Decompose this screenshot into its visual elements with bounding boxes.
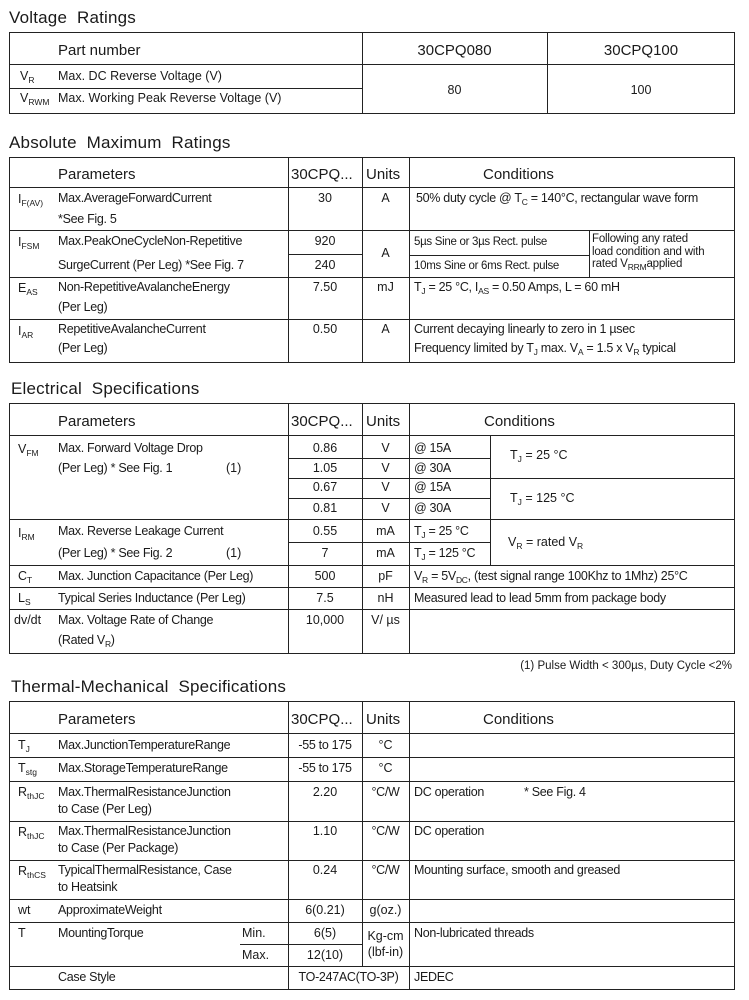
value-irm: 7 (321, 546, 329, 560)
symbol-wt: wt (18, 903, 31, 917)
param-forward-voltage-drop: Max. Forward Voltage Drop (58, 441, 203, 455)
header-parameters: Parameters (58, 711, 136, 728)
param-avalanche-energy: Non-RepetitiveAvalancheEnergy (58, 280, 230, 294)
row-divider (9, 187, 735, 188)
value-vfm: 0.81 (312, 501, 338, 515)
row-divider (9, 781, 735, 782)
value-tj: -55 to 175 (298, 738, 352, 752)
param-reverse-leakage: Max. Reverse Leakage Current (58, 524, 224, 538)
value-vfm: 0.86 (312, 441, 338, 455)
value-ifav: 30 (318, 191, 332, 205)
value-ifsm-920: 920 (314, 234, 336, 248)
param-case-heatsink: TypicalThermalResistance, Case (58, 863, 232, 877)
header-value: 30CPQ... (291, 166, 353, 183)
symbol-dvdt: dv/dt (14, 613, 42, 627)
header-units: Units (366, 166, 401, 183)
row-divider (9, 860, 735, 861)
cond-irm: $T_J = 125$ °C (414, 546, 476, 562)
row-divider (288, 458, 490, 459)
cond-vfm: @ 30A (414, 501, 451, 515)
thermal-title: Thermal-Mechanical Specifications (11, 677, 287, 696)
cond-dc-operation: DC operation (414, 785, 485, 799)
value-vfm: 1.05 (312, 461, 338, 475)
row-divider (9, 435, 735, 436)
units-ct: pF (378, 569, 393, 583)
absolute-max-title: Absolute Maximum Ratings (9, 133, 231, 152)
row-divider (9, 609, 735, 610)
param-case-per-package: to Case (Per Package) (58, 841, 179, 855)
param-voltage-rate: Max. Voltage Rate of Change (58, 613, 214, 627)
row-divider (240, 944, 362, 945)
row-divider (9, 922, 735, 923)
param-junction-temp: Max.JunctionTemperatureRange (58, 738, 231, 752)
value-100: 100 (630, 83, 652, 97)
header-conditions: Conditions (483, 166, 554, 183)
note-ifsm-2: load condition and with (592, 246, 705, 258)
param-per-leg: (Per Leg) (58, 300, 108, 314)
param-rated-vr: (Rated $V_R$) (58, 633, 115, 649)
footnote-pulse-width: (1) Pulse Width < 300µs, Duty Cycle <2% (520, 660, 732, 672)
symbol-rthcs: $R_{thCS}$ (18, 864, 46, 880)
units-eas: mJ (377, 280, 394, 294)
units-rthcs: °C/W (371, 863, 400, 877)
col-divider (409, 701, 410, 990)
row-divider (9, 319, 735, 320)
symbol-ls: $L_S$ (18, 591, 31, 607)
param-per-leg: (Per Leg) (58, 341, 108, 355)
cond-ct: $V_R = 5V_{DC}$, (test signal range 100Khz to 1Mhz) 25°C (414, 569, 688, 585)
param-avg-forward-current: Max.AverageForwardCurrent (58, 191, 212, 205)
param-mounting-torque: MountingTorque (58, 926, 144, 940)
param-see-fig: *See Fig. 5 (58, 212, 117, 226)
symbol-rthjc: $R_{thJC}$ (18, 825, 45, 841)
header-units: Units (366, 711, 401, 728)
note-ifsm-1: Following any rated (592, 233, 688, 245)
cond-iar-1: Current decaying linearly to zero in 1 µsec (414, 322, 635, 336)
cond-mounting-surface: Mounting surface, smooth and greased (414, 863, 620, 877)
param-series-inductance: Typical Series Inductance (Per Leg) (58, 591, 246, 605)
header-parameters: Parameters (58, 166, 136, 183)
value-tstg: -55 to 175 (298, 761, 352, 775)
cond-see-fig-4: * See Fig. 4 (524, 785, 586, 799)
param-to-heatsink: to Heatsink (58, 880, 118, 894)
cond-ifsm-1: 5µs Sine or 3µs Rect. pulse (414, 236, 547, 248)
label-max: Max. (242, 948, 270, 962)
label-min: Min. (242, 926, 266, 940)
symbol-vr: $V_R$ (20, 69, 35, 85)
cond-ls: Measured lead to lead 5mm from package body (414, 591, 666, 605)
value-irm: 0.55 (312, 524, 338, 538)
param-weight: ApproximateWeight (58, 903, 162, 917)
param-junction-capacitance: Max. Junction Capacitance (Per Leg) (58, 569, 254, 583)
cond-irm: $T_J = 25$ °C (414, 524, 469, 540)
units-iar: A (381, 322, 390, 336)
col-divider (589, 230, 590, 277)
units-lbf-in: (lbf-in) (367, 945, 404, 959)
row-divider (9, 88, 362, 89)
value-eas: 7.50 (312, 280, 338, 294)
part-30cpq100: 30CPQ100 (603, 42, 679, 59)
header-value: 30CPQ... (291, 711, 353, 728)
value-rthjc: 2.20 (312, 785, 338, 799)
symbol-iar: $I_{AR}$ (18, 324, 34, 340)
cond-tj-25: $T_J = 25$ °C (510, 448, 568, 464)
header-parameters: Parameters (58, 413, 136, 430)
row-divider (409, 255, 589, 256)
row-divider (9, 277, 735, 278)
note-1: (1) (226, 461, 242, 475)
value-ifsm-240: 240 (314, 258, 336, 272)
cond-ifsm-2: 10ms Sine or 6ms Rect. pulse (414, 260, 559, 272)
param-storage-temp: Max.StorageTemperatureRange (58, 761, 228, 775)
param-thermal-resistance: Max.ThermalResistanceJunction (58, 785, 231, 799)
part-30cpq080: 30CPQ080 (417, 42, 492, 59)
param-peak-surge: Max.PeakOneCycleNon-Repetitive (58, 234, 243, 248)
row-divider (9, 64, 735, 65)
cond-iar-2: Frequency limited by $T_J$ max. $V_A = 1.5$ x $V_R$ typical (414, 341, 676, 357)
col-divider (409, 157, 410, 363)
row-divider (9, 821, 735, 822)
units-rthjc: °C/W (371, 824, 400, 838)
value-rthcs: 0.24 (312, 863, 338, 877)
units-kg-cm: Kg-cm (367, 929, 404, 943)
units-irm: mA (376, 546, 395, 560)
cond-vfm: @ 15A (414, 480, 451, 494)
value-dvdt: 10,000 (305, 613, 345, 627)
cond-dc-operation: DC operation (414, 824, 485, 838)
symbol-eas: $E_{AS}$ (18, 281, 38, 297)
value-vfm: 0.67 (312, 480, 338, 494)
units-dvdt: V/ µs (371, 613, 400, 627)
electrical-title: Electrical Specifications (11, 379, 200, 398)
row-divider (9, 757, 735, 758)
value-iar: 0.50 (312, 322, 338, 336)
part-number-label: Part number (58, 42, 141, 59)
header-conditions: Conditions (483, 711, 554, 728)
cond-vr-rated: $V_R$ = rated $V_R$ (508, 535, 584, 551)
cond-vfm: @ 30A (414, 461, 451, 475)
units-irm: mA (376, 524, 395, 538)
header-value: 30CPQ... (291, 413, 353, 430)
param-see-fig-1: (Per Leg) * See Fig. 1 (58, 461, 173, 475)
symbol-tj: $T_J$ (18, 738, 30, 754)
col-divider (490, 435, 491, 565)
symbol-torque: T (18, 926, 26, 940)
symbol-vrwm: $V_{RWM}$ (20, 91, 50, 107)
symbol-irm: $I_{RM}$ (18, 526, 35, 542)
units-vfm: V (381, 441, 390, 455)
value-rthjc: 1.10 (312, 824, 338, 838)
units-vfm: V (381, 501, 390, 515)
param-surge-current: SurgeCurrent (Per Leg) *See Fig. 7 (58, 258, 244, 272)
voltage-ratings-title: Voltage Ratings (9, 8, 137, 27)
units-ifsm: A (381, 246, 390, 260)
row-divider (9, 966, 735, 967)
row-divider (9, 519, 735, 520)
row-divider (9, 565, 735, 566)
row-divider (9, 230, 735, 231)
row-divider (288, 478, 735, 479)
value-80: 80 (447, 83, 462, 97)
cond-eas: $T_J = 25$ °C, $I_{AS} = 0.50$ Amps, L = 60 mH (414, 280, 620, 296)
value-case-style: TO-247AC(TO-3P) (298, 970, 399, 984)
row-divider (9, 587, 735, 588)
row-divider (9, 733, 735, 734)
units-vfm: V (381, 480, 390, 494)
symbol-tstg: $T_{stg}$ (18, 761, 37, 777)
units-ifav: A (381, 191, 390, 205)
symbol-vfm: $V_{FM}$ (18, 442, 39, 458)
units-tj: °C (378, 738, 393, 752)
units-rthjc: °C/W (371, 785, 400, 799)
value-torque-max: 12(10) (306, 948, 344, 962)
note-ifsm-3: rated $V_{RRM}applied$ (592, 258, 683, 272)
param-case-per-leg: to Case (Per Leg) (58, 802, 152, 816)
value-ct: 500 (314, 569, 336, 583)
row-divider (288, 542, 490, 543)
param-thermal-resistance: Max.ThermalResistanceJunction (58, 824, 231, 838)
units-ls: nH (377, 591, 394, 605)
header-units: Units (366, 413, 401, 430)
cond-tj-125: $T_J = 125$ °C (510, 491, 575, 507)
note-1: (1) (226, 546, 242, 560)
header-conditions: Conditions (484, 413, 555, 430)
param-case-style: Case Style (58, 970, 116, 984)
param-dc-reverse-voltage: Max. DC Reverse Voltage (V) (58, 69, 222, 83)
cond-vfm: @ 15A (414, 441, 451, 455)
value-torque-min: 6(5) (313, 926, 337, 940)
cond-jedec: JEDEC (414, 970, 454, 984)
param-rep-avalanche: RepetitiveAvalancheCurrent (58, 322, 206, 336)
units-tstg: °C (378, 761, 393, 775)
units-vfm: V (381, 461, 390, 475)
row-divider (288, 498, 490, 499)
value-weight: 6(0.21) (305, 903, 345, 917)
symbol-rthjc: $R_{thJC}$ (18, 785, 45, 801)
units-weight: g(oz.) (369, 903, 402, 917)
cond-ifav: 50% duty cycle @ $T_C = 140^\circ C$, rectangular wave form (416, 191, 698, 207)
symbol-ct: $C_T$ (18, 569, 33, 585)
param-see-fig-2: (Per Leg) * See Fig. 2 (58, 546, 173, 560)
param-working-peak-voltage: Max. Working Peak Reverse Voltage (V) (58, 91, 282, 105)
col-divider (409, 403, 410, 654)
symbol-ifsm: $I_{FSM}$ (18, 235, 40, 251)
row-divider (288, 254, 362, 255)
row-divider (9, 899, 735, 900)
cond-non-lubricated: Non-lubricated threads (414, 926, 534, 940)
symbol-ifav: $I_{F(AV)}$ (18, 192, 44, 208)
value-ls: 7.5 (316, 591, 334, 605)
